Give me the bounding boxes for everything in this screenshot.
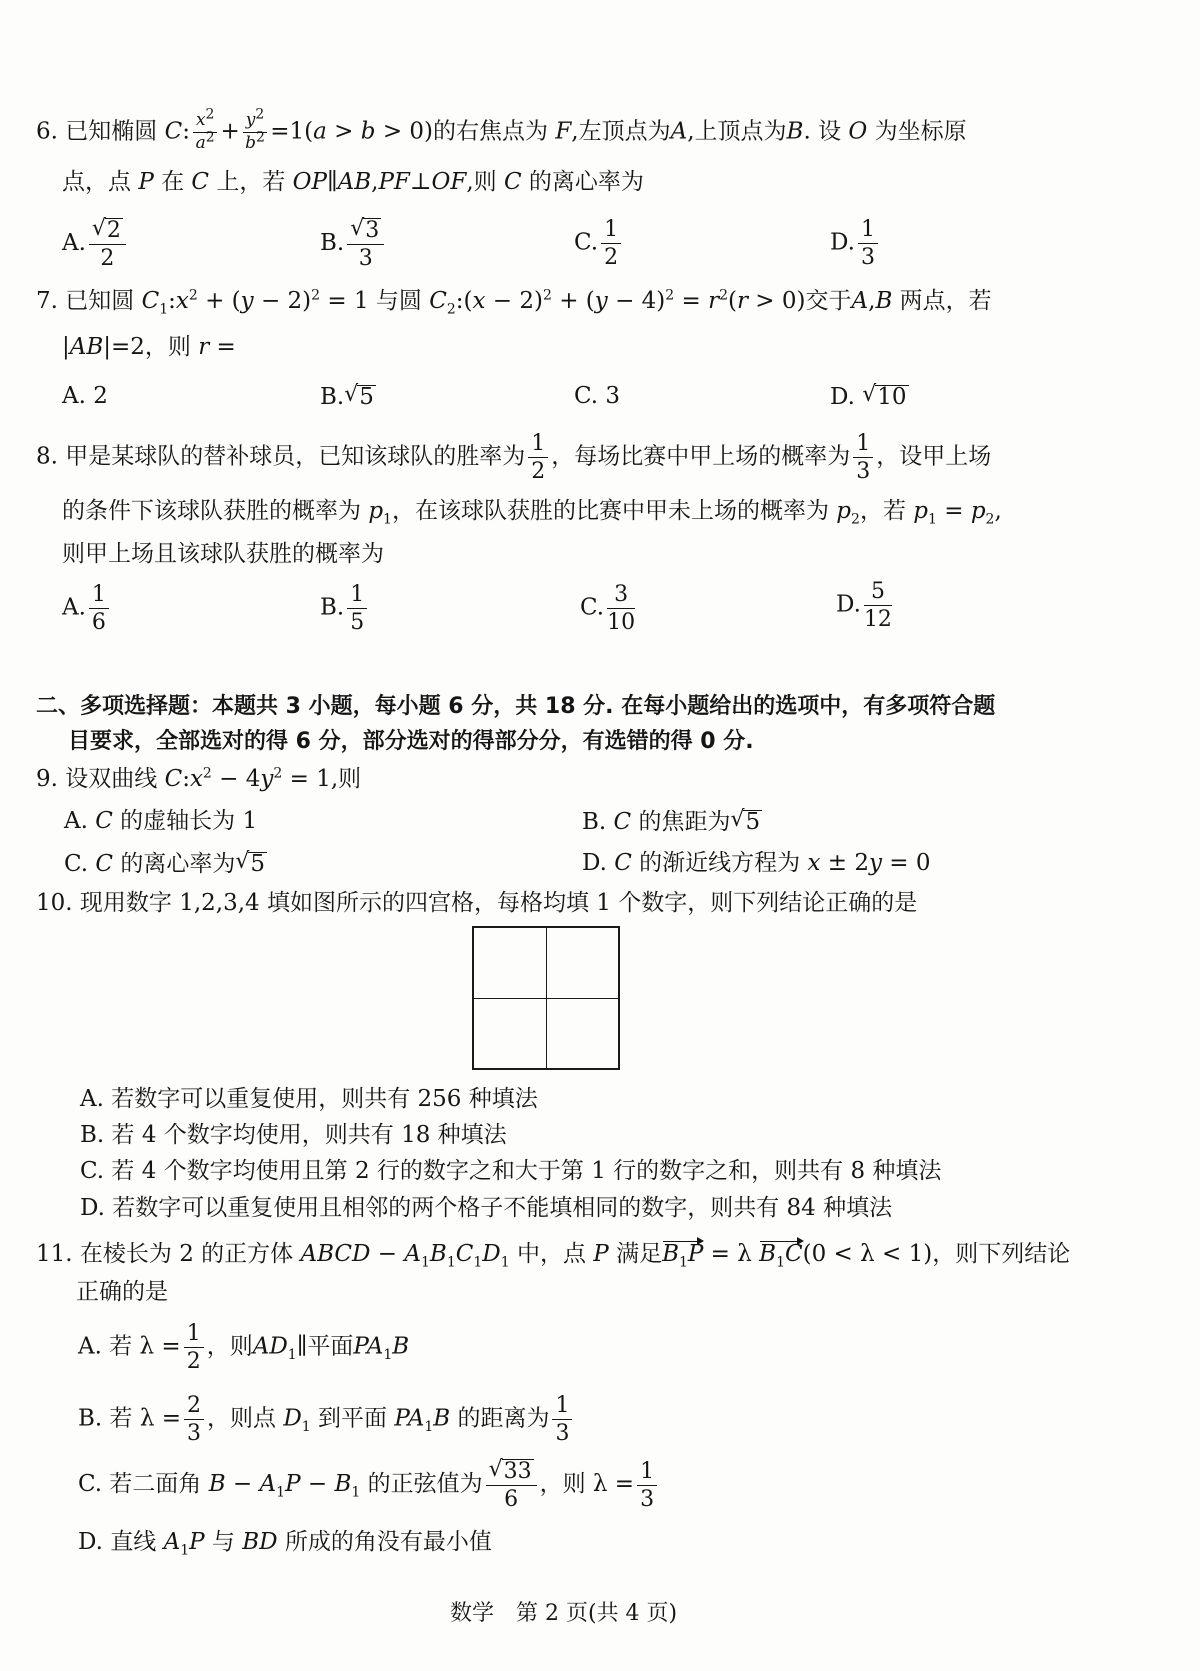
q7-option-c[interactable]: C. 3 bbox=[574, 383, 621, 409]
q9-option-d[interactable]: D. C 的渐近线方程为 x ± 2y = 0 bbox=[582, 850, 931, 876]
q6-stem-line2: 点，点 P 在 C 上，若 OP∥AB,PF⊥OF,则 C 的离心率为 bbox=[62, 169, 644, 195]
q8-stem-line1: 8. 甲是某球队的替补球员，已知该球队的胜率为 $\frac{1}{2}$ ，每场比赛中甲上场的概率为 $\frac{1}{3}$ ，设甲上场 bbox=[36, 431, 992, 485]
q10-option-a[interactable]: A. 若数字可以重复使用，则共有 256 种填法 bbox=[80, 1086, 538, 1112]
q11-option-c[interactable]: C. 若二面角 $B - A_1P - B_1$ 的正弦值为 √ 33 6 ，则 λ = $\frac{1}{3}$ bbox=[78, 1459, 660, 1511]
q10-stem: 10. 现用数字 1,2,3,4 填如图所示的四宫格，每格均填 1 个数字，则下列结论正确的是 bbox=[36, 890, 918, 916]
q7-option-a[interactable]: A. 2 bbox=[62, 383, 108, 409]
q8-stem-line3: 则甲上场且该球队获胜的概率为 bbox=[62, 541, 384, 567]
q11-option-d[interactable]: D. 直线 $A_1P$ 与 BD 所成的角没有最小值 bbox=[78, 1529, 492, 1559]
q7-option-d[interactable]: D. √ 10 bbox=[830, 382, 907, 410]
section2-heading-line1: 二、多项选择题：本题共 3 小题，每小题 6 分，共 18 分. 在每小题给出的选项中，有多项符合题 bbox=[36, 694, 996, 719]
q6-option-c[interactable]: C. $\frac{1}{2}$ bbox=[574, 218, 624, 269]
q9-option-b[interactable]: B. C 的焦距为 √ 5 bbox=[582, 807, 761, 835]
four-cell-grid-figure bbox=[472, 926, 620, 1070]
q10-option-b[interactable]: B. 若 4 个数字均使用，则共有 18 种填法 bbox=[80, 1122, 507, 1148]
q8-option-b[interactable]: B. $\frac{1}{5}$ bbox=[320, 583, 370, 634]
q9-stem: 9. 设双曲线 $C:x^2 - 4y^2 = 1$,则 bbox=[36, 765, 362, 792]
q7-stem-line1: 7. 已知圆 $C_1:x^2 + (y - 2)^2 = 1$ 与圆 $C_2:(x - 2)^2 + (y - 4)^2 = r^2(r > 0)$交于A,B 两点，若 bbox=[36, 287, 992, 318]
q11-option-a[interactable]: A. 若 λ = $\frac{1}{2}$ ，则$AD_1\parallel$平面$PA_1B$ bbox=[78, 1321, 410, 1375]
q9-option-a[interactable]: A. C 的虚轴长为 1 bbox=[64, 808, 258, 834]
q7-option-b[interactable]: B. √ 5 bbox=[320, 382, 374, 410]
q8-option-c[interactable]: C. $\frac{3}{10}$ bbox=[580, 582, 636, 636]
q11-stem-line2: 正确的是 bbox=[76, 1279, 168, 1305]
grid-horizontal-line bbox=[474, 998, 618, 999]
q11-option-b[interactable]: B. 若 λ = $\frac{2}{3}$ ，则点 $D_1$ 到平面 $PA_1B$ 的距离为 $\frac{1}{3}$ bbox=[78, 1394, 575, 1445]
q9-option-c[interactable]: C. C 的离心率为 √ 5 bbox=[64, 849, 265, 877]
q8-option-a[interactable]: A. $\frac{1}{6}$ bbox=[62, 583, 112, 634]
q6-option-a[interactable]: A. √ 2 2 bbox=[62, 218, 129, 270]
page-footer: 数学 第 2 页(共 4 页) bbox=[450, 1601, 678, 1626]
q7-stem-line2: |AB|=2，则 r = bbox=[62, 334, 236, 360]
section2-heading-line2: 目要求，全部选对的得 6 分，部分选对的得部分分，有选错的得 0 分. bbox=[68, 729, 754, 754]
q8-option-d[interactable]: D. $\frac{5}{12}$ bbox=[836, 579, 892, 633]
q6-option-d[interactable]: D. $\frac{1}{3}$ bbox=[830, 218, 881, 269]
q6-stem-line1: 6. 已知椭圆 C: $\frac{x^2}{a^2}$ + $\frac{y^2}{b^2}$ =1(a > b > 0)的右焦点为 F,左顶点为A,上顶点为B. 设 O 为坐标原 bbox=[36, 106, 967, 153]
q10-option-d[interactable]: D. 若数字可以重复使用且相邻的两个格子不能填相同的数字，则共有 84 种填法 bbox=[80, 1195, 893, 1221]
q8-stem-line2: 的条件下该球队获胜的概率为 $p_1$，在该球队获胜的比赛中甲未上场的概率为 $p_2$，若 $p_1 = p_2$, bbox=[62, 498, 1002, 528]
q6-option-b[interactable]: B. √ 3 3 bbox=[320, 218, 387, 270]
q10-option-c[interactable]: C. 若 4 个数字均使用且第 2 行的数字之和大于第 1 行的数字之和，则共有 8 种填法 bbox=[80, 1158, 942, 1184]
q11-stem-line1: 11. 在棱长为 2 的正方体 ABCD − $A_1B_1C_1D_1$ 中，点 P 满足$B_1P = \lambda$ $B_1C(0 < \lambda < 1)$，则下列结论 bbox=[36, 1241, 1071, 1271]
